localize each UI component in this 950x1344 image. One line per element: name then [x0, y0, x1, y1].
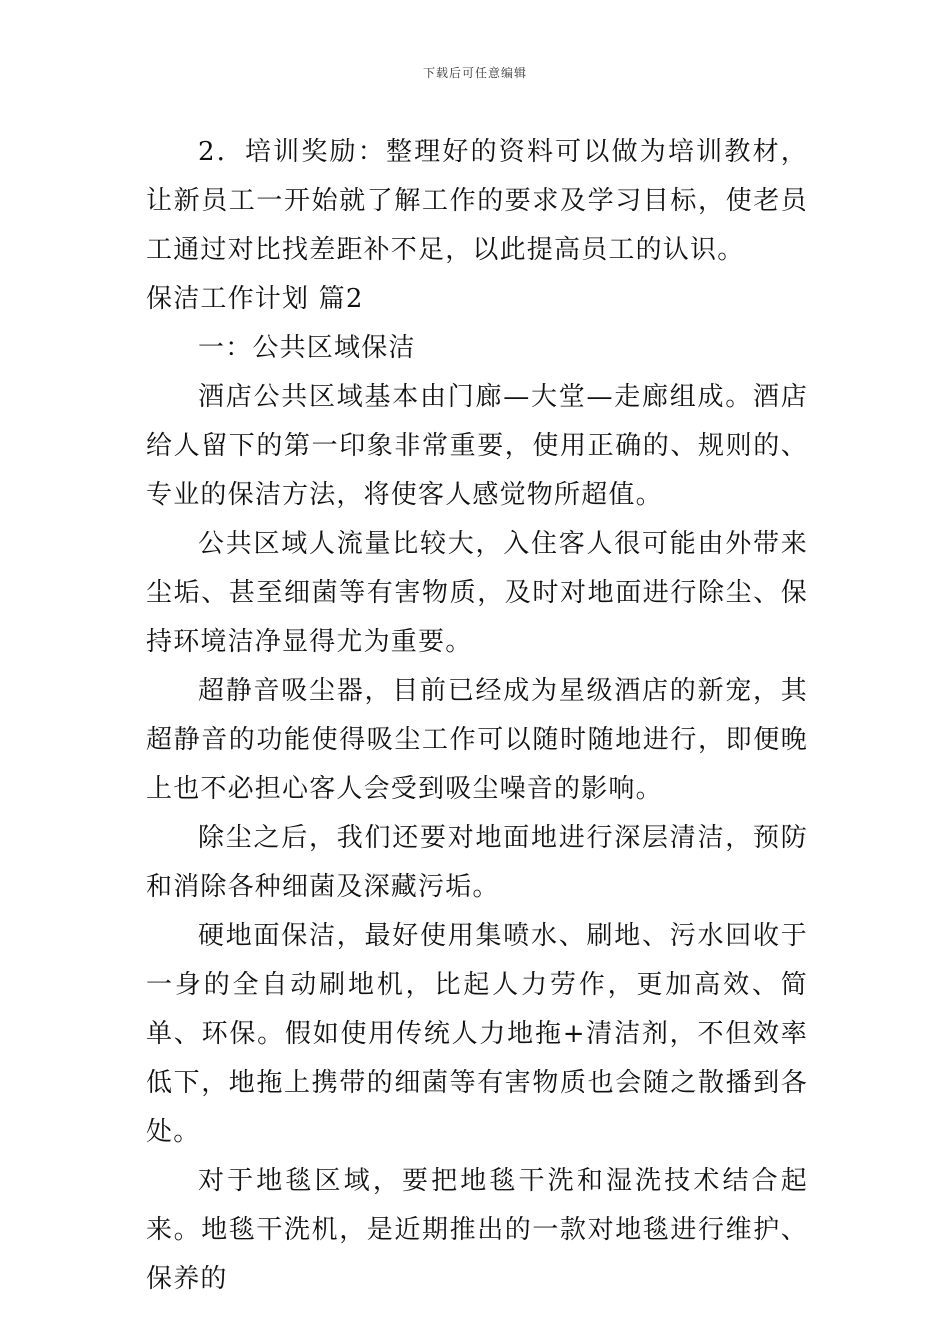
page-header-note: 下载后可任意编辑 — [422, 66, 527, 80]
paragraph: 超静音吸尘器，目前已经成为星级酒店的新宠，其超静音的功能使得吸尘工作可以随时随地进行，即便晚上也不必担心客人会受到吸尘噪音的影响。 — [146, 676, 808, 804]
subsection-heading: 一：公共区域保洁 — [198, 333, 416, 363]
document-body — [146, 128, 808, 1304]
paragraph: 除尘之后，我们还要对地面地进行深层清洁，预防和消除各种细菌及深藏污垢。 — [146, 823, 808, 902]
paragraph: 对于地毯区域，要把地毯干洗和湿洗技术结合起来。地毯干洗机，是近期推出的一款对地毯进行维护、保养的 — [146, 1166, 808, 1294]
paragraph: 硬地面保洁，最好使用集喷水、刷地、污水回收于一身的全自动刷地机，比起人力劳作，更加高效、简单、环保。假如使用传统人力地拖+清洁剂，不但效率低下，地拖上携带的细菌等有害物质也会随之散播到各处。 — [146, 921, 808, 1147]
section-title: 保洁工作计划 篇2 — [146, 284, 364, 314]
paragraph: 公共区域人流量比较大，入住客人很可能由外带来尘垢、甚至细菌等有害物质，及时对地面进行除尘、保持环境洁净显得尤为重要。 — [146, 529, 808, 657]
paragraph-training-reward: 2．培训奖励：整理好的资料可以做为培训教材，让新员工一开始就了解工作的要求及学习目标，使老员工通过对比找差距补不足，以此提高员工的认识。 — [146, 137, 808, 265]
paragraph: 酒店公共区域基本由门廊—大堂—走廊组成。酒店给人留下的第一印象非常重要，使用正确的、规则的、专业的保洁方法，将使客人感觉物所超值。 — [146, 382, 808, 510]
